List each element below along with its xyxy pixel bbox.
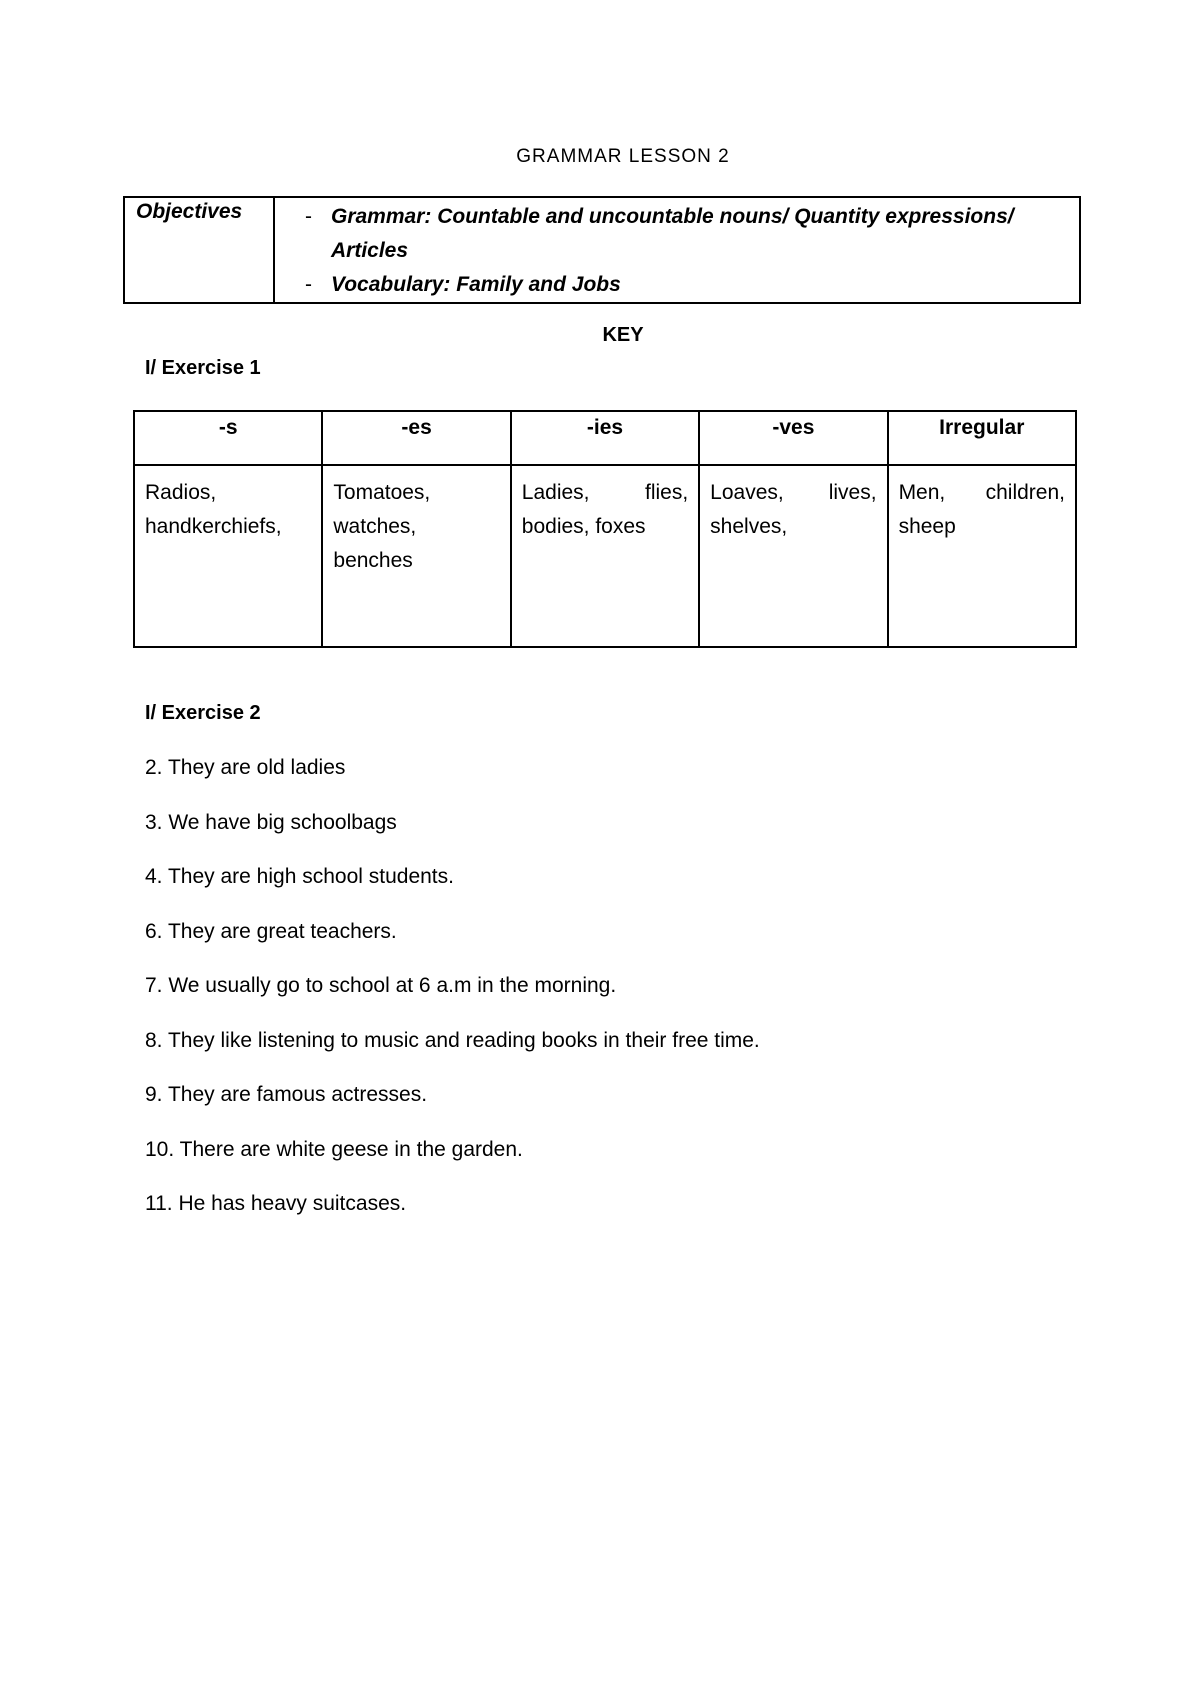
cell-es-words: Tomatoes, watches, benches — [322, 465, 510, 647]
objective-grammar: - Grammar: Countable and uncountable nouns/ Quantity expressions/ Articles — [305, 200, 1079, 268]
objective-vocabulary: - Vocabulary: Family and Jobs — [305, 268, 1079, 302]
objectives-list — [275, 198, 1079, 302]
column-header-s: -s — [134, 411, 322, 465]
answer-item: 2. They are old ladies — [145, 756, 346, 779]
plural-endings-table — [133, 410, 1077, 648]
cell-ies-words: Ladies, flies, bodies, foxes — [511, 465, 699, 647]
column-header-es: -es — [322, 411, 510, 465]
objectives-label: Objectives — [124, 197, 274, 303]
key-heading: KEY — [602, 324, 644, 346]
cell-irregular-words: Men, children, sheep — [888, 465, 1076, 647]
answer-item: 10. There are white geese in the garden. — [145, 1137, 523, 1161]
objectives-cell — [274, 197, 1080, 303]
column-header-irregular: Irregular — [888, 411, 1076, 465]
exercise-2-heading: I/ Exercise 2 — [145, 702, 261, 724]
table-header-row — [134, 411, 1076, 465]
objectives-table — [123, 196, 1081, 304]
column-header-ies: -ies — [511, 411, 699, 465]
answer-item: 4. They are high school students. — [145, 865, 454, 888]
answer-item: 6. They are great teachers. — [145, 919, 397, 943]
column-header-ves: -ves — [699, 411, 887, 465]
exercise-1-heading: I/ Exercise 1 — [145, 357, 261, 379]
table-row — [134, 465, 1076, 647]
exercise-2-answers — [145, 756, 760, 1247]
answer-item: 9. They are famous actresses. — [145, 1083, 428, 1106]
answer-item: 8. They like listening to music and reading books in their free time. — [145, 1028, 760, 1052]
cell-s-words: Radios, handkerchiefs, — [134, 465, 322, 647]
answer-item: 11. He has heavy suitcases. — [145, 1192, 407, 1215]
page-title: GRAMMAR LESSON 2 — [516, 146, 730, 167]
cell-ves-words: Loaves, lives, shelves, — [699, 465, 887, 647]
answer-item: 7. We usually go to school at 6 a.m in the morning. — [145, 974, 617, 997]
answer-item: 3. We have big schoolbags — [145, 810, 397, 834]
